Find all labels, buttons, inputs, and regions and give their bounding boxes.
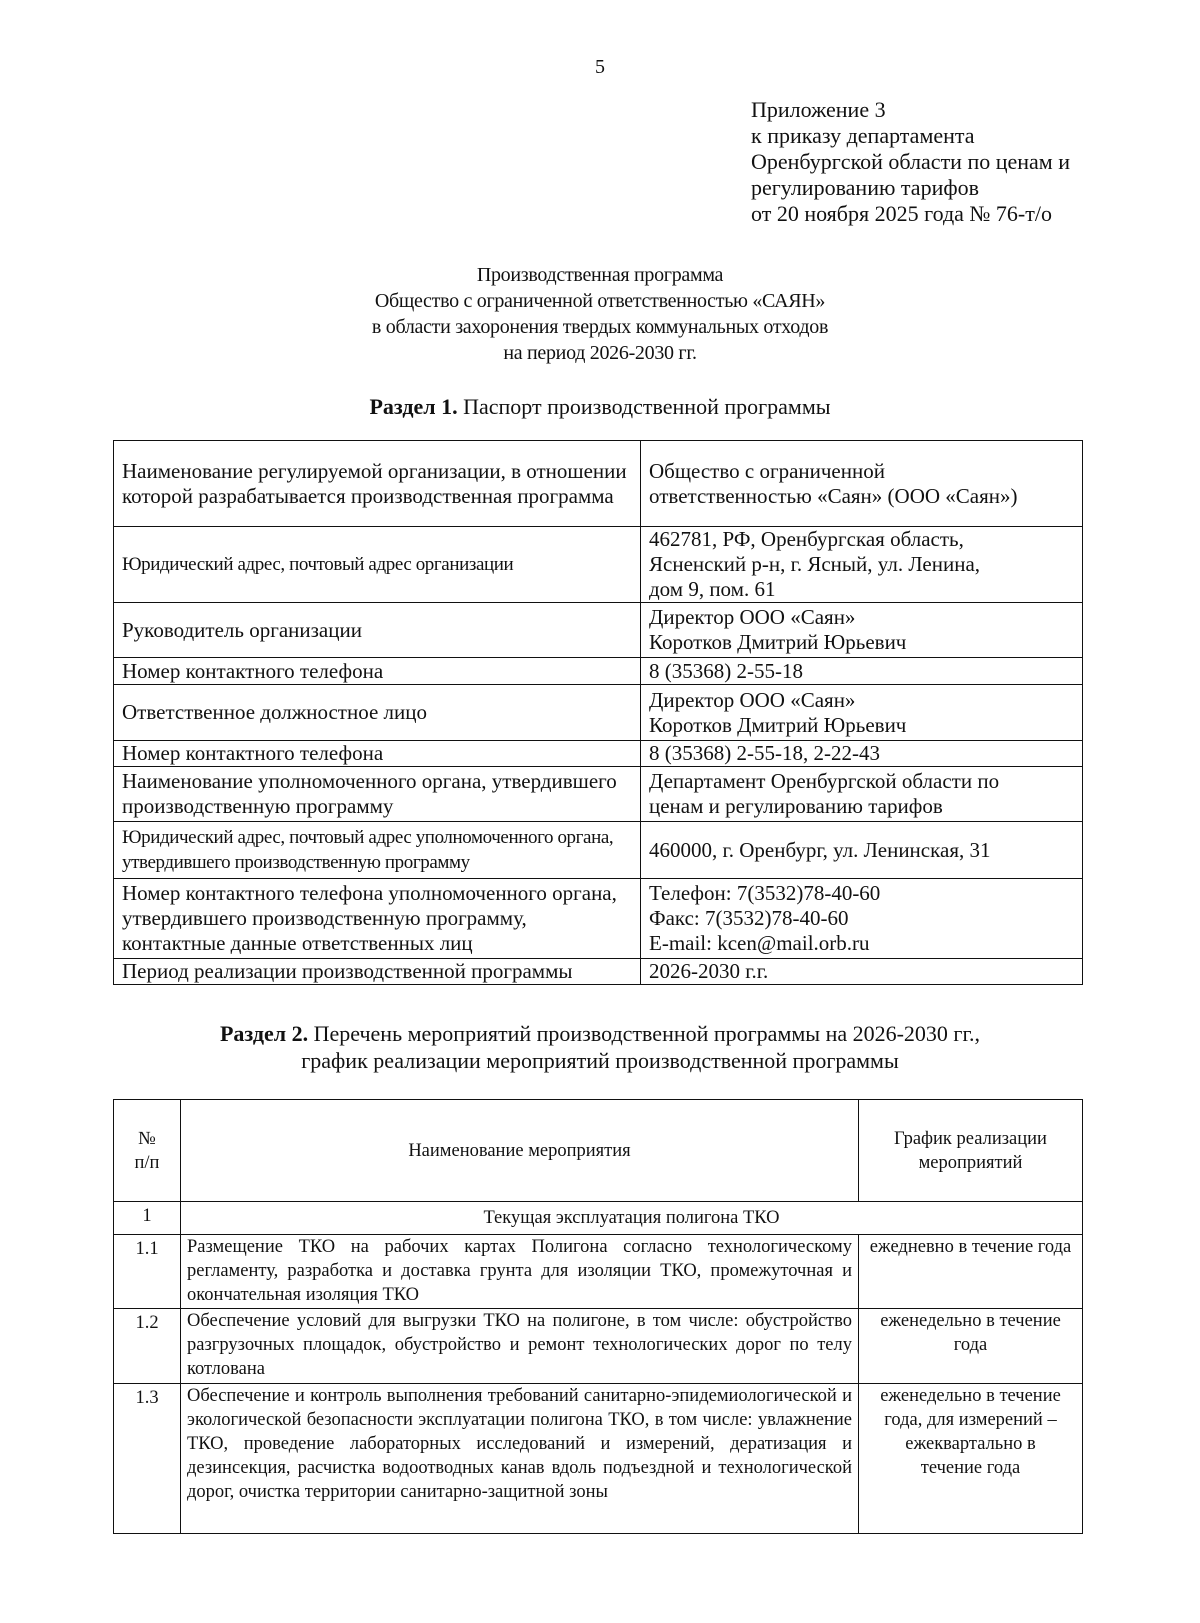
value-line: 8 (35368) 2-55-18	[649, 658, 803, 683]
passport-row	[114, 441, 1083, 527]
value-line: ценам и регулированию тарифов	[649, 794, 943, 818]
passport-table	[113, 440, 1083, 985]
title-line: Производственная программа	[476, 264, 724, 286]
passport-label: Номер контактного телефона	[114, 741, 641, 767]
event-num: 1.3	[114, 1384, 181, 1534]
section2-label: Раздел 2.	[219, 1021, 309, 1046]
passport-label: Период реализации производственной программы	[114, 959, 641, 985]
passport-label: Наименование уполномоченного органа, утвердившего производственную программу	[114, 767, 641, 822]
passport-label: Номер контактного телефона	[114, 658, 641, 685]
event-num: 1	[114, 1202, 181, 1235]
passport-value	[641, 879, 1083, 959]
passport-value	[641, 767, 1083, 822]
value-line: 8 (35368) 2-55-18, 2-22-43	[649, 741, 880, 765]
value-line: Факс: 7(3532)78-40-60	[649, 906, 849, 930]
title-line: Общество с ограниченной ответственностью «САЯН»	[374, 290, 826, 312]
events-row	[114, 1309, 1083, 1384]
value-line: Директор ООО «Саян»	[649, 687, 856, 712]
section2-heading	[0, 1020, 1200, 1074]
appendix-block	[751, 97, 1171, 227]
event-name: Обеспечение и контроль выполнения требований санитарно-эпидемиологической и экологической безопасности эксплуатации полигона ТКО, в том числе: увлажнение ТКО, проведение лабораторных исследований и измерений, дератизация и дезинсекция, расчистка водоотводных канав вдоль подъездной и технологической дорог, очистка территории санитарно-защитной зоны	[181, 1384, 859, 1534]
passport-label: Юридический адрес, почтовый адрес уполномоченного органа, утвердившего производственную программу	[114, 822, 641, 879]
event-name: Размещение ТКО на рабочих картах Полигона согласно технологическому регламенту, разработка и доставка грунта для изоляции ТКО, промежуточная и окончательная изоляция ТКО	[181, 1235, 859, 1309]
events-row	[114, 1202, 1083, 1235]
passport-row	[114, 822, 1083, 879]
event-schedule: ежедневно в течение года	[859, 1235, 1083, 1309]
value-line: Ясненский р-н, г. Ясный, ул. Ленина,	[649, 552, 981, 576]
section1-heading	[0, 394, 1200, 420]
passport-row	[114, 685, 1083, 741]
section2-title-line: Перечень мероприятий производственной программы на 2026-2030 гг.,	[313, 1021, 981, 1046]
passport-row	[114, 658, 1083, 685]
passport-row	[114, 741, 1083, 767]
passport-value	[641, 959, 1083, 985]
passport-label: Номер контактного телефона уполномоченного органа, утвердившего производственную программу, контактные данные ответственных лиц	[114, 879, 641, 959]
passport-row	[114, 767, 1083, 822]
section2-title-line: график реализации мероприятий производственной программы	[301, 1048, 899, 1073]
passport-value	[641, 685, 1083, 741]
passport-value	[641, 658, 1083, 685]
passport-label: Ответственное должностное лицо	[114, 685, 641, 741]
passport-value	[641, 741, 1083, 767]
events-table	[113, 1099, 1083, 1534]
value-line: 460000, г. Оренбург, ул. Ленинская, 31	[649, 837, 991, 862]
value-line: 2026-2030 г.г.	[649, 959, 769, 983]
passport-row	[114, 527, 1083, 603]
appendix-line: от 20 ноября 2025 года № 76-т/о	[751, 201, 1052, 226]
event-num: 1.1	[114, 1235, 181, 1309]
passport-row	[114, 603, 1083, 658]
events-row	[114, 1384, 1083, 1534]
title-line: в области захоронения твердых коммунальных отходов	[371, 316, 829, 338]
header-schedule: График реализации мероприятий	[859, 1100, 1083, 1202]
passport-value	[641, 441, 1083, 527]
value-line: Общество с ограниченной	[649, 458, 885, 483]
value-line: Коротков Дмитрий Юрьевич	[649, 630, 907, 654]
event-name: Обеспечение условий для выгрузки ТКО на полигоне, в том числе: обустройство разгрузочных площадок, обустройство и ремонт технологических дорог по телу котлована	[181, 1309, 859, 1384]
passport-label: Юридический адрес, почтовый адрес организации	[114, 527, 641, 603]
value-line: Коротков Дмитрий Юрьевич	[649, 712, 907, 737]
value-line: Телефон: 7(3532)78-40-60	[649, 881, 881, 905]
passport-row	[114, 879, 1083, 959]
value-line: E-mail: kcen@mail.orb.ru	[649, 931, 870, 955]
appendix-line: Оренбургской области по ценам и	[751, 149, 1070, 174]
passport-label: Наименование регулируемой организации, в отношении которой разрабатывается производственная программа	[114, 441, 641, 527]
section1-title: Паспорт производственной программы	[463, 394, 831, 419]
value-line: 462781, РФ, Оренбургская область,	[649, 527, 964, 551]
appendix-line: регулированию тарифов	[751, 175, 979, 200]
passport-label: Руководитель организации	[114, 603, 641, 658]
page-number: 5	[595, 56, 605, 78]
event-num: 1.2	[114, 1309, 181, 1384]
section1-label: Раздел 1.	[369, 394, 458, 419]
event-schedule: еженедельно в течение года	[859, 1309, 1083, 1384]
value-line: ответственностью «Саян» (ООО «Саян»)	[649, 483, 1018, 508]
title-line: на период 2026-2030 гг.	[503, 342, 697, 364]
header-num: № п/п	[114, 1100, 181, 1202]
events-header-row	[114, 1100, 1083, 1202]
passport-value	[641, 527, 1083, 603]
document-title	[0, 262, 1200, 366]
value-line: дом 9, пом. 61	[649, 577, 776, 601]
event-schedule: еженедельно в течение года, для измерений – ежеквартально в течение года	[859, 1384, 1083, 1534]
event-group-title: Текущая эксплуатация полигона ТКО	[181, 1202, 1083, 1235]
appendix-line: Приложение 3	[751, 97, 886, 122]
appendix-line: к приказу департамента	[751, 123, 975, 148]
events-row	[114, 1235, 1083, 1309]
passport-value	[641, 822, 1083, 879]
header-name: Наименование мероприятия	[181, 1100, 859, 1202]
passport-row	[114, 959, 1083, 985]
passport-value	[641, 603, 1083, 658]
value-line: Департамент Оренбургской области по	[649, 769, 1000, 793]
value-line: Директор ООО «Саян»	[649, 605, 856, 629]
